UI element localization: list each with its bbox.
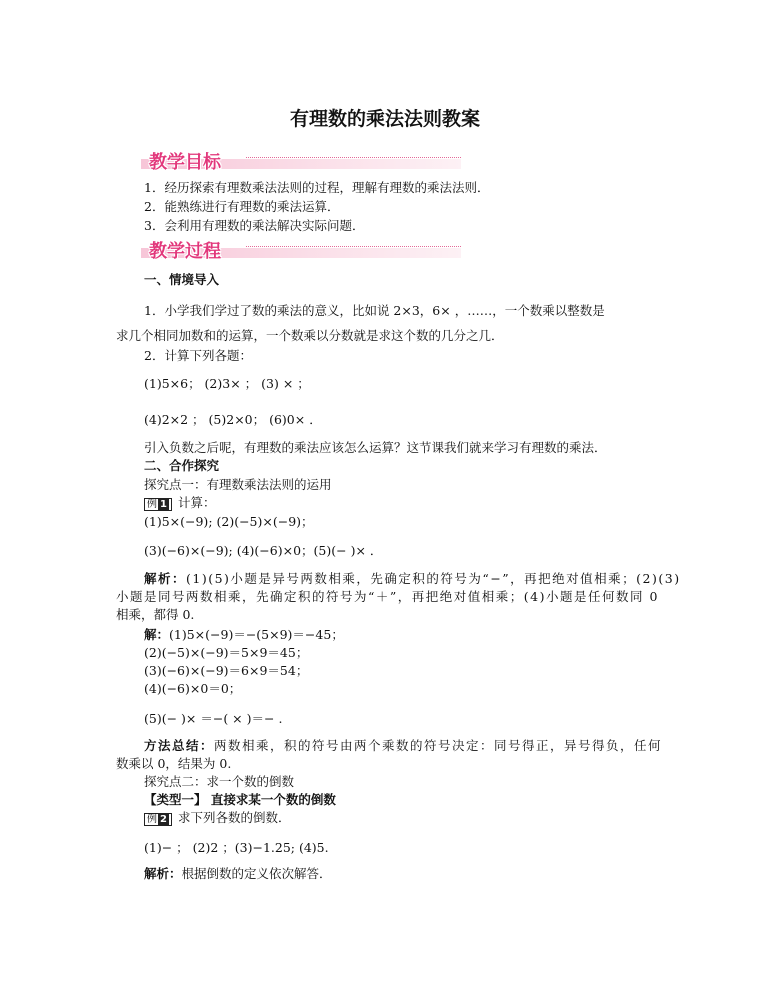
solution-line-2: (2)(−5)×(−9)＝5×9＝45； (144, 645, 309, 660)
example-2-prompt: 求下列各数的倒数． (177, 810, 291, 825)
section-dots (246, 157, 461, 158)
analysis-1-line-b: 小题是同号两数相乘，先确定积的符号为“＋”，再把绝对值相乘；(4)小题是任何数同 0 (116, 589, 659, 604)
explore-point-2: 探究点二：求一个数的倒数 (144, 774, 295, 789)
goal-2: 2．能熟练进行有理数的乘法运算． (144, 199, 340, 214)
example-badge: 例 2 (144, 813, 172, 826)
example-1-line-1: (1)5×(−9); (2)(−5)×(−9)； (144, 514, 314, 529)
heading-explore: 二、合作探究 (144, 458, 220, 473)
section-dots (246, 246, 461, 247)
example-2-header (144, 810, 290, 826)
goal-1: 1．经历探索有理数乘法法则的过程，理解有理数的乘法法则． (144, 180, 490, 195)
analysis-1-line-a: 解析：(1)(5)小题是异号两数相乘，先确定积的符号为“−”，再把绝对值相乘；(2)(3) (144, 571, 681, 586)
example-badge: 例 1 (144, 498, 172, 511)
example-1-prompt: 计算： (177, 495, 216, 510)
method-summary-line-b: 数乘以 0，结果为 0. (116, 756, 232, 771)
calc-line-1: (1)5×6； (2)3× ； (3) × ； (144, 376, 310, 391)
heading-intro: 一、情境导入 (144, 272, 220, 287)
analysis-1-line-c: 相乘，都得 0. (116, 607, 195, 622)
analysis-2: 解析：根据倒数的定义依次解答． (144, 866, 332, 881)
intro-paragraph-2: 2．计算下列各题： (144, 348, 252, 363)
intro-paragraph-1b: 求几个相同加数和的运算，一个数乘以分数就是求这个数的几分之几． (116, 328, 504, 343)
section-header-process (141, 237, 461, 263)
solution-line-3: (3)(−6)×(−9)＝6×9＝54； (144, 663, 309, 678)
section-label: 教学过程 (149, 241, 221, 262)
solution-line-4: (4)(−6)×0＝0； (144, 681, 242, 696)
analysis-label: 解析： (144, 571, 187, 586)
page-title: 有理数的乘法法则教案 (289, 108, 480, 130)
summary-label: 方法总结： (144, 738, 215, 753)
solution-line-1: 解：(1)5×(−9)＝−(5×9)＝−45； (144, 627, 344, 642)
section-header-goals (141, 148, 461, 174)
example-1-header (144, 495, 215, 511)
method-summary-line-a: 方法总结：两数相乘，积的符号由两个乘数的符号决定：同号得正，异号得负，任何 (144, 738, 663, 753)
solution-line-5: (5)(− )× ＝−( × )＝− . (144, 711, 283, 726)
intro-paragraph-1a: 1．小学我们学过了数的乘法的意义，比如说 2×3，6× ，……，一个数乘以整数是 (144, 303, 605, 318)
goal-3: 3．会利用有理数的乘法解决实际问题． (144, 218, 365, 233)
explore-point-1: 探究点一：有理数乘法法则的运用 (144, 477, 332, 492)
example-2-line-1: (1)− ； (2)2 ；(3)−1.25; (4)5. (144, 840, 329, 855)
analysis-label: 解析： (144, 866, 182, 881)
solution-label: 解： (144, 627, 170, 642)
type-1-heading: 【类型一】 直接求某一个数的倒数 (144, 792, 336, 807)
lead-in-text: 引入负数之后呢，有理数的乘法应该怎么运算？这节课我们就来学习有理数的乘法． (144, 440, 607, 455)
example-1-line-2: (3)(−6)×(−9); (4)(−6)×0；(5)(− )× ． (144, 543, 383, 558)
calc-line-2: (4)2×2 ； (5)2×0； (6)0× ． (144, 412, 322, 427)
section-label: 教学目标 (149, 152, 221, 173)
